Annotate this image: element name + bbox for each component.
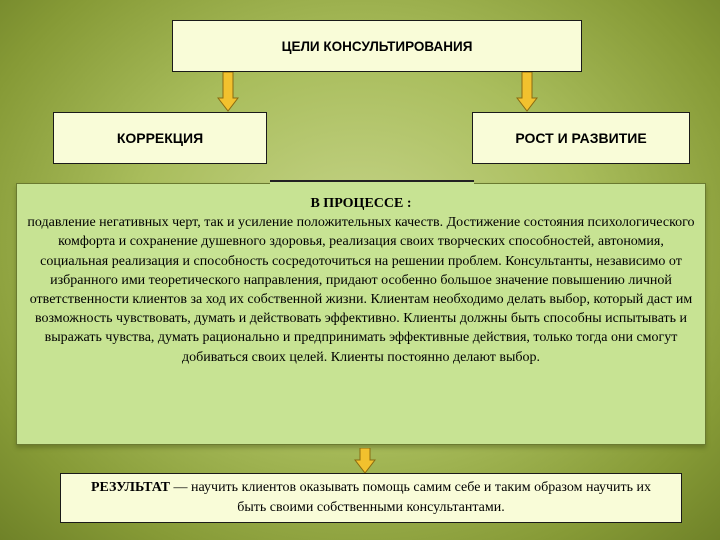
process-text: подавление негативных черт, так и усиление положительных качеств. Достижение состояния психологического комфорта и сохранение душевного здоровья, реализация своих творческих способностей, автономия, социальная реализация и способность сосредоточиться на решении проблем. Консультанты, независимо от избранного ими теоретического направления, придают особенно большое значение повышению личной ответственности клиентов за ход их собственной жизни. Клиентам необходимо делать выбор, который даст им возможность чувствовать, думать и действовать эффективно. Клиенты должны быть способны испытывать и выражать чувства, думать рационально и предпринимать эффективные действия, только тогда они смогут добиваться своих целей. Клиенты постоянно делают выбор. [27,215,695,365]
result-label: РЕЗУЛЬТАТ [91,480,171,495]
arrow-down-icon [354,448,376,474]
arrow-down-icon [516,72,538,112]
result-content [81,478,661,518]
arrow-down-icon [217,72,239,112]
title-text: ЦЕЛИ КОНСУЛЬТИРОВАНИЯ [281,38,473,54]
process-box [16,183,706,445]
correction-label: КОРРЕКЦИЯ [116,130,204,146]
process-tab [270,180,474,188]
process-heading: В ПРОЦЕССЕ : [310,196,412,211]
correction-box [53,112,267,164]
result-box [60,473,682,523]
growth-label: РОСТ И РАЗВИТИЕ [515,130,647,146]
title-box [172,20,582,72]
result-text: — научить клиентов оказывать помощь самим себе и таким образом научить их быть своими собственными консультантами. [170,480,651,515]
growth-box [472,112,690,164]
